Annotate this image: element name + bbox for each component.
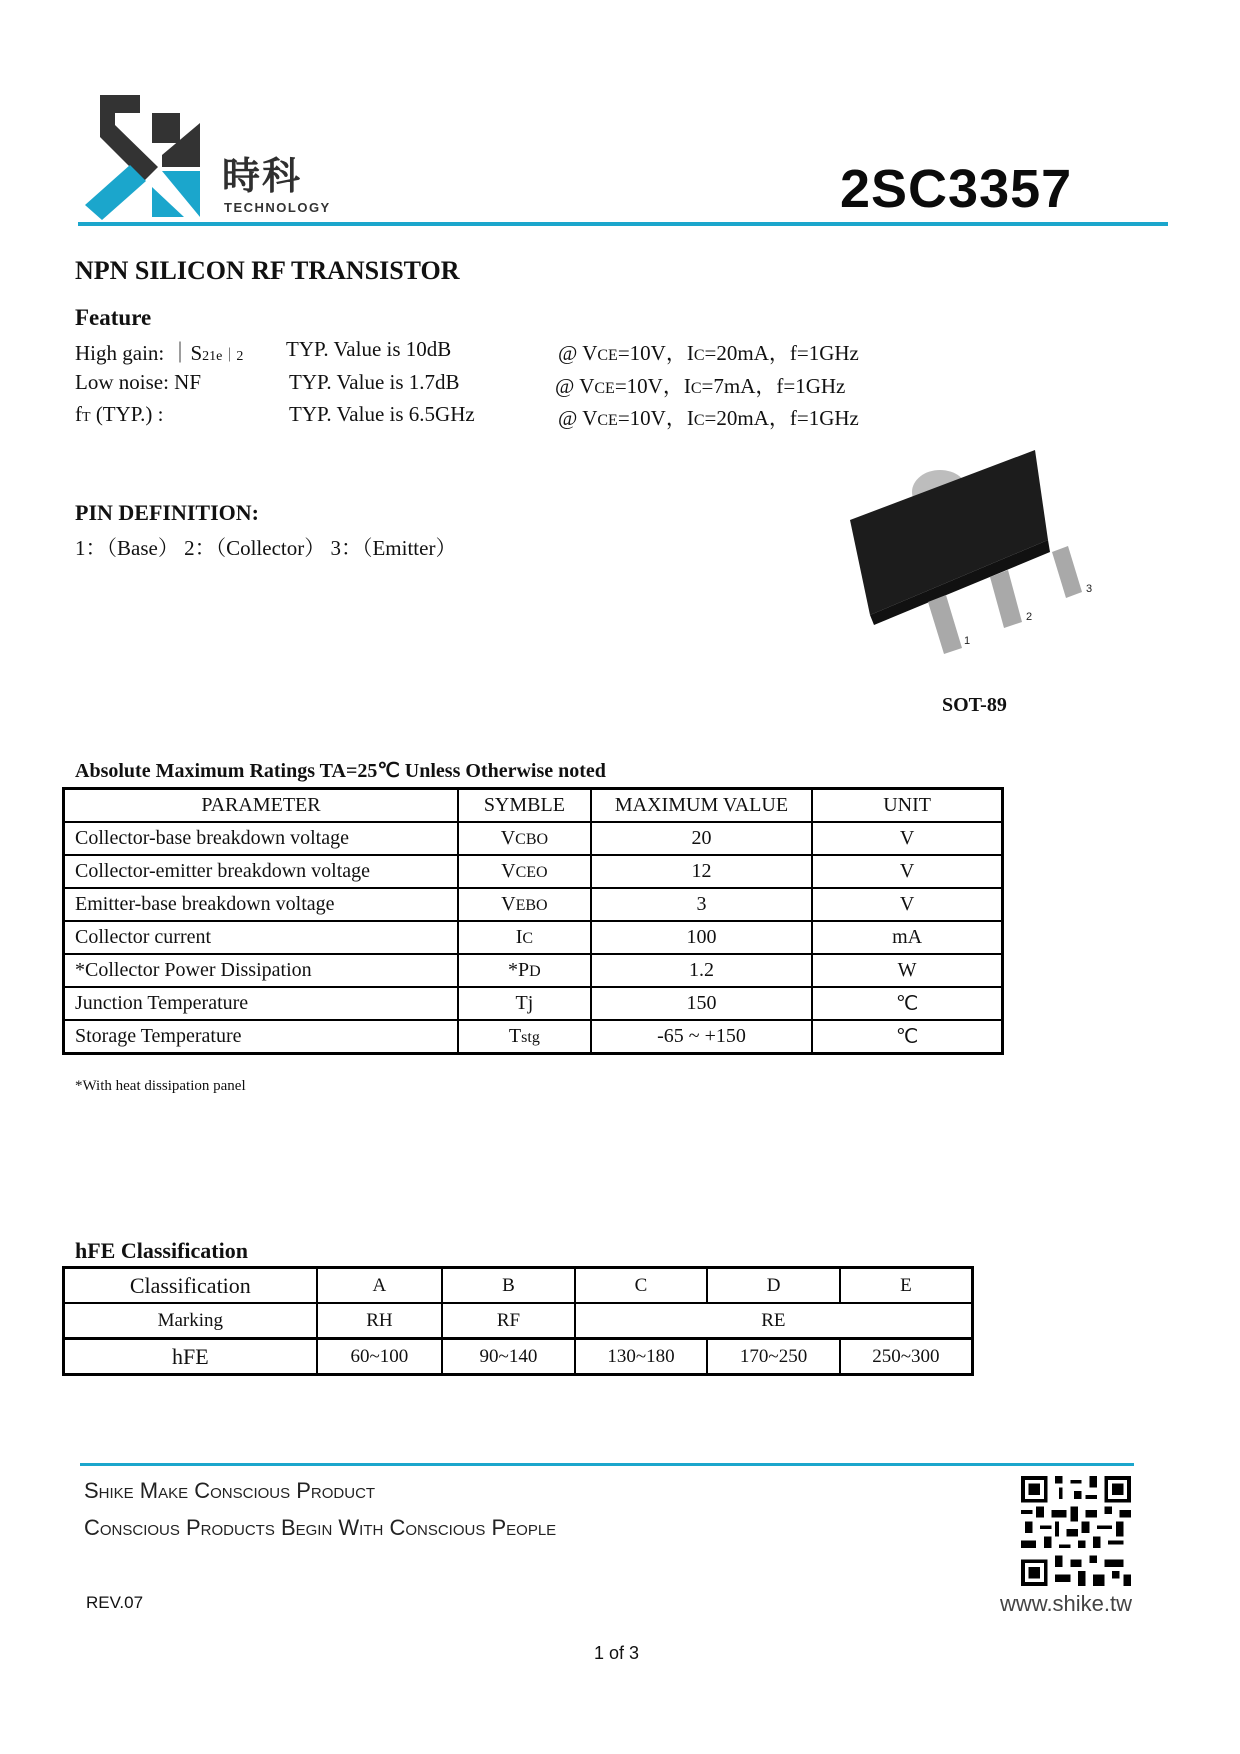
feature-heading: Feature bbox=[75, 305, 152, 330]
feature-cond-noise: @ VCE=10V，IC=7mA，f=1GHz bbox=[555, 374, 846, 398]
pin-definition-text: 1：（Base） 2：（Collector） 3：（Emitter） bbox=[75, 536, 457, 560]
document-title: NPN SILICON RF TRANSISTOR bbox=[75, 256, 460, 285]
svg-text:1: 1 bbox=[964, 635, 971, 647]
feature-label-gain: High gain: ｜S21e｜2 bbox=[75, 341, 244, 365]
feature-value-noise: TYP. Value is 1.7dB bbox=[289, 370, 460, 394]
table-row: Collector-base breakdown voltage VCBO 20 V bbox=[64, 822, 1003, 855]
part-number: 2SC3357 bbox=[840, 159, 1073, 219]
header-max-value: MAXIMUM VALUE bbox=[591, 789, 812, 823]
header-divider bbox=[78, 222, 1168, 226]
ratings-table bbox=[62, 787, 1004, 1055]
qr-code-icon bbox=[1018, 1476, 1134, 1586]
ratings-title: Absolute Maximum Ratings TA=25℃ Unless Otherwise noted bbox=[75, 760, 606, 782]
header-parameter: PARAMETER bbox=[64, 789, 458, 823]
logo-chinese-name: 時科 bbox=[222, 154, 303, 198]
ratings-footnote: *With heat dissipation panel bbox=[75, 1078, 246, 1094]
header-unit: UNIT bbox=[812, 789, 1002, 823]
table-row: Collector current IC 100 mA bbox=[64, 921, 1003, 954]
hfe-title: hFE Classification bbox=[75, 1238, 248, 1263]
logo-subtitle: TECHNOLOGY bbox=[224, 200, 331, 215]
hfe-marking-row: Marking RH RF RE bbox=[64, 1303, 973, 1339]
page-number: 1 of 3 bbox=[594, 1643, 640, 1663]
website-url: www.shike.tw bbox=[1000, 1591, 1133, 1616]
feature-cond-gain: @ VCE=10V，IC=20mA，f=1GHz bbox=[558, 341, 859, 365]
footer-slogan-2: Conscious Products Begin With Conscious People bbox=[84, 1515, 557, 1540]
feature-label-noise: Low noise: NF bbox=[75, 370, 201, 394]
table-row: Collector-emitter breakdown voltage VCEO 12 V bbox=[64, 855, 1003, 888]
svg-text:3: 3 bbox=[1086, 583, 1093, 595]
revision-label: REV.07 bbox=[86, 1593, 144, 1612]
package-label: SOT-89 bbox=[942, 694, 1007, 716]
hfe-range-row: hFE 60~100 90~140 130~180 170~250 250~300 bbox=[64, 1339, 973, 1375]
feature-value-gain: TYP. Value is 10dB bbox=[286, 337, 452, 361]
feature-cond-ft: @ VCE=10V，IC=20mA，f=1GHz bbox=[558, 406, 859, 430]
footer-divider bbox=[80, 1463, 1134, 1466]
sot89-package-icon bbox=[840, 440, 1100, 670]
pin-definition-heading: PIN DEFINITION: bbox=[75, 500, 259, 525]
table-row: Storage Temperature Tstg -65 ~ +150 ℃ bbox=[64, 1020, 1003, 1054]
table-row: Junction Temperature Tj 150 ℃ bbox=[64, 987, 1003, 1020]
table-row: *Collector Power Dissipation *PD 1.2 W bbox=[64, 954, 1003, 987]
footer-slogan-1: Shike Make Conscious Product bbox=[84, 1478, 376, 1503]
feature-label-ft: fT (TYP.) : bbox=[75, 402, 164, 426]
hfe-class-row: Classification A B C D E bbox=[64, 1268, 973, 1304]
svg-text:2: 2 bbox=[1026, 611, 1033, 623]
feature-value-ft: TYP. Value is 6.5GHz bbox=[289, 402, 475, 426]
header-symbol: SYMBLE bbox=[458, 789, 591, 823]
ratings-header-row bbox=[64, 789, 1003, 823]
table-row: Emitter-base breakdown voltage VEBO 3 V bbox=[64, 888, 1003, 921]
hfe-table bbox=[62, 1266, 974, 1376]
